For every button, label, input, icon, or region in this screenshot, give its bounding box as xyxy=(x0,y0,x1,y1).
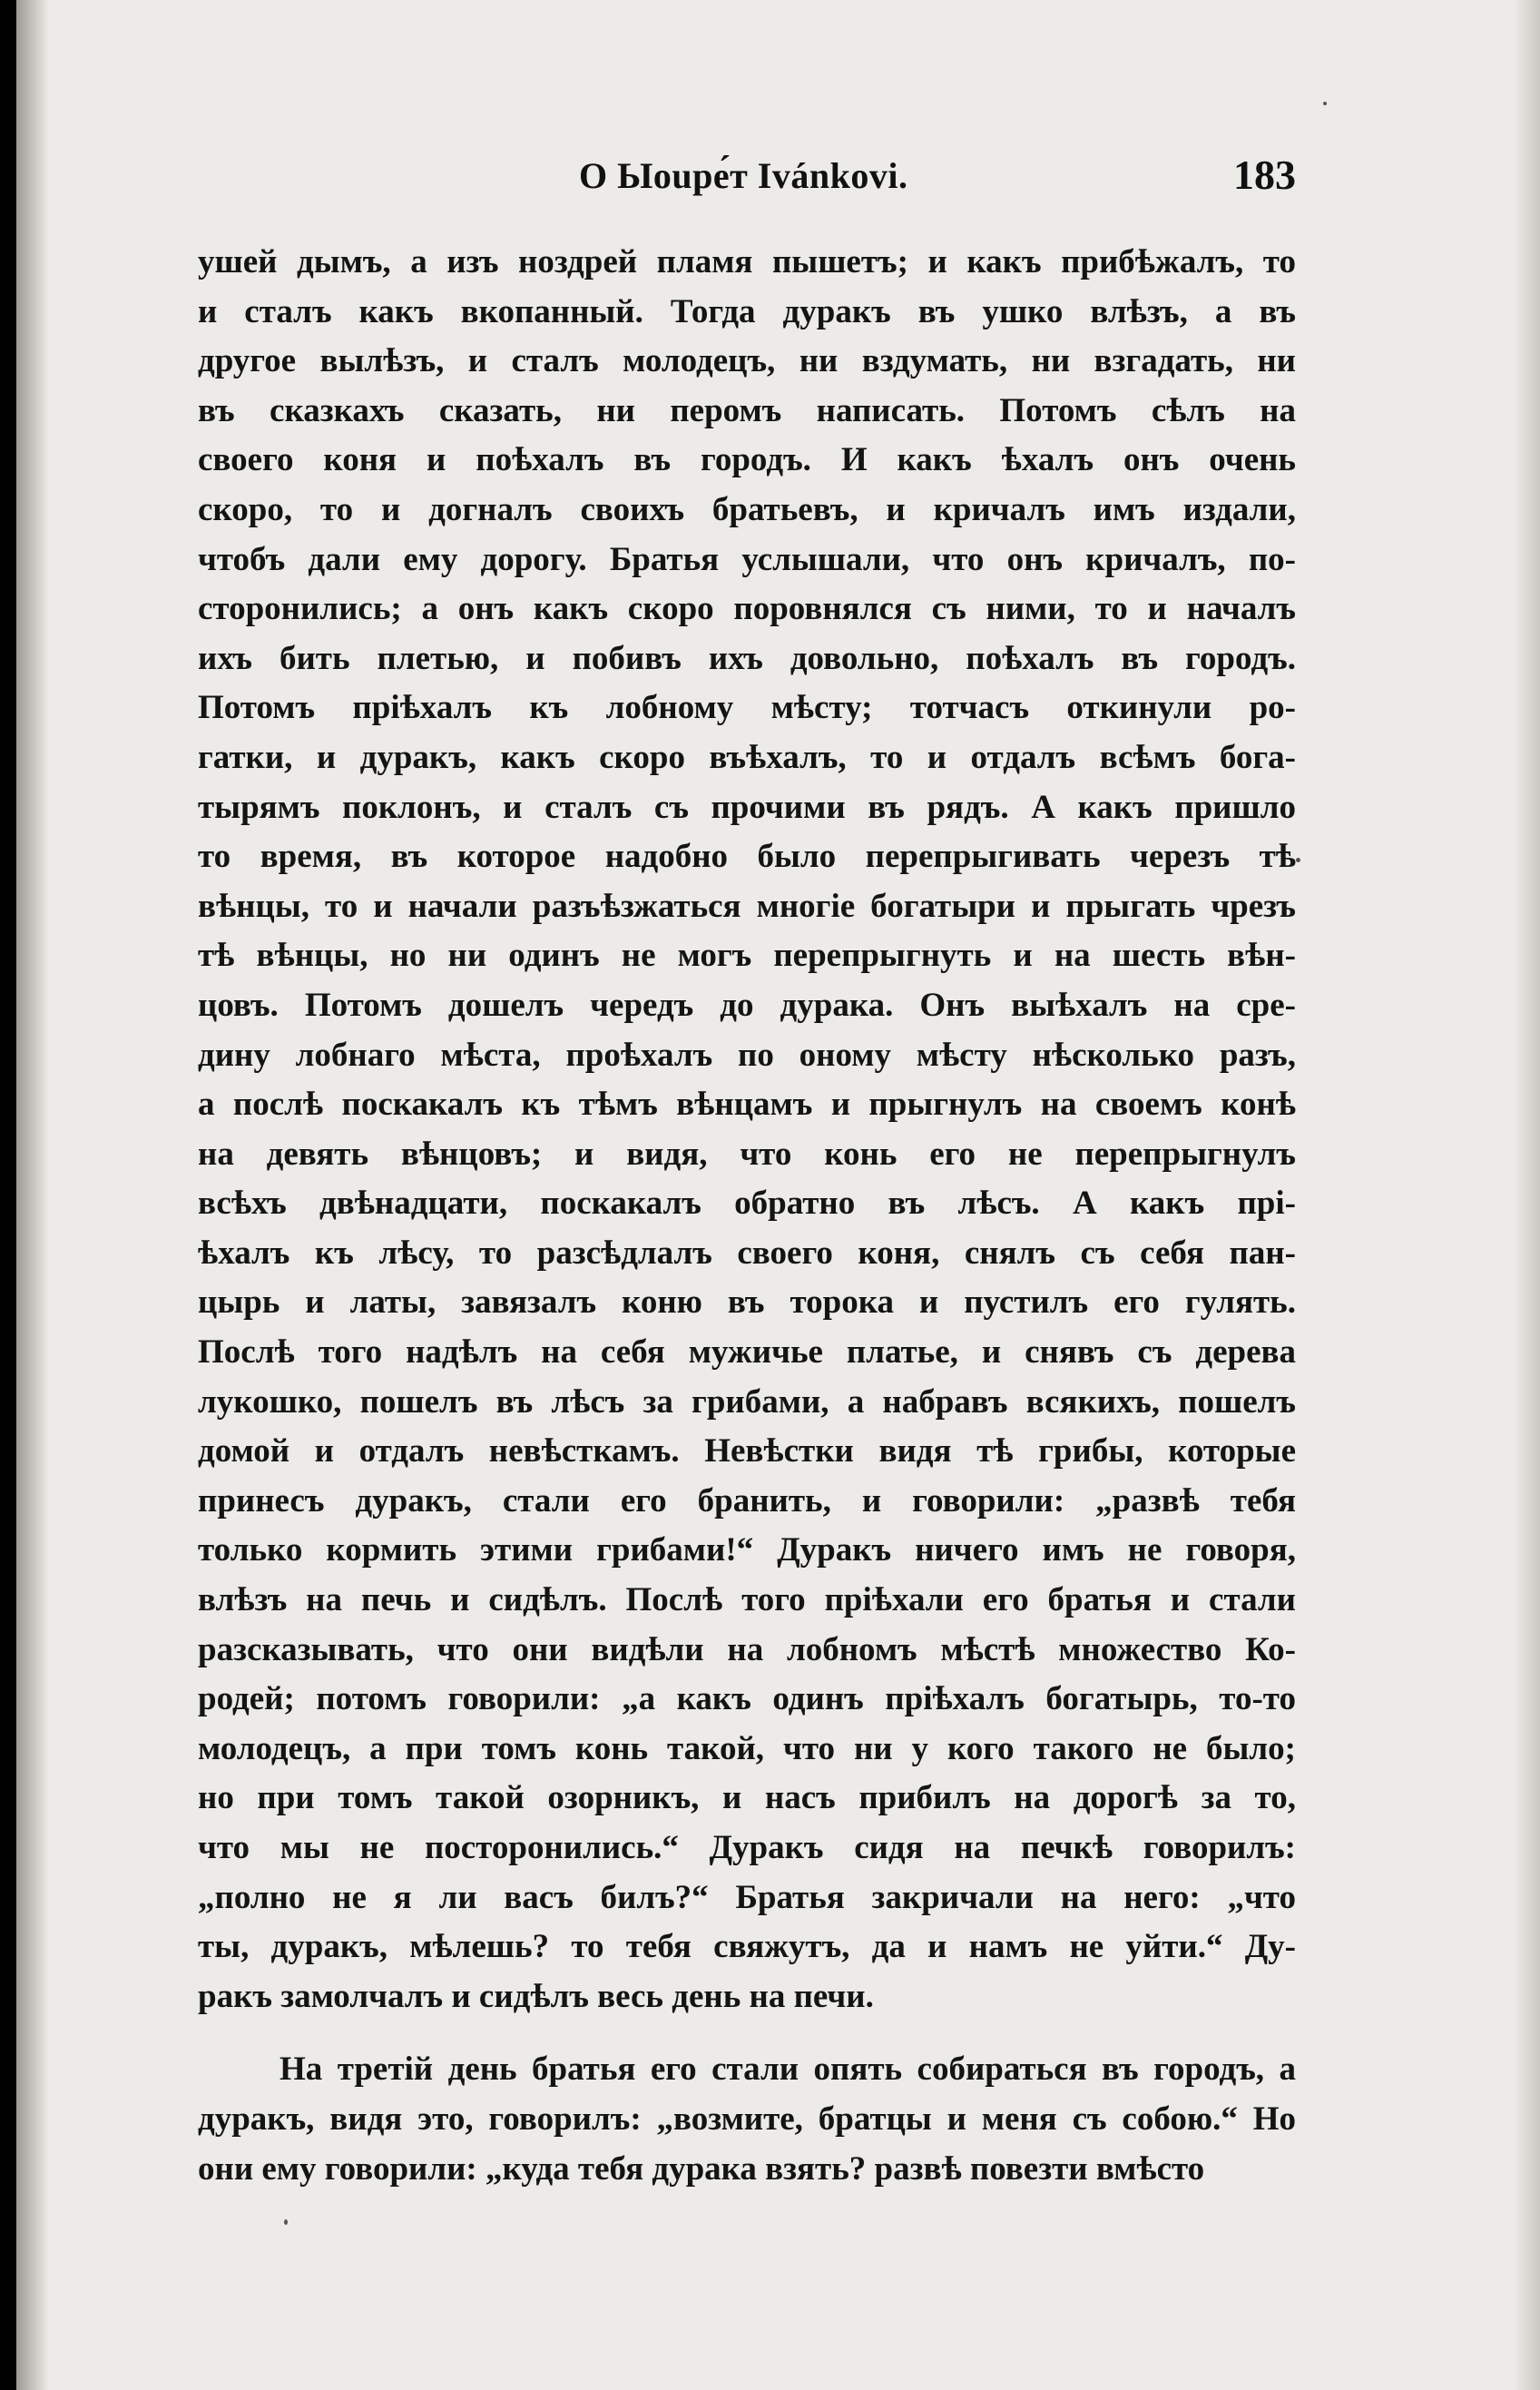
page-edge-shadow xyxy=(1515,0,1540,2390)
text-line: вѣнцы, то и начали разъѣзжаться многiе богатыри и прыгать чрезъ xyxy=(198,887,1296,925)
text-line: но при томъ такой озорникъ, и насъ прибилъ на дорогѣ за то, xyxy=(198,1779,1296,1817)
text-line: цырь и латы, завязалъ коню въ торока и пустилъ его гулять. xyxy=(198,1284,1296,1322)
text-line: цовъ. Потомъ дошелъ чередъ до дурака. Онъ выѣхалъ на сре- xyxy=(198,986,1296,1024)
text-line: На третiй день братья его стали опять собираться въ городъ, а xyxy=(280,2051,1296,2089)
text-line: дину лобнаго мѣста, проѣхалъ по оному мѣсту нѣсколько разъ, xyxy=(198,1036,1296,1074)
text-line: то время, въ которое надобно было перепрыгивать черезъ тѣ xyxy=(198,838,1296,876)
scan-speck xyxy=(284,2219,288,2225)
scan-speck xyxy=(1323,102,1327,105)
text-line: только кормить этими грибами!“ Дуракъ ничего имъ не говоря, xyxy=(198,1531,1296,1569)
text-line: „полно не я ли васъ билъ?“ Братья закричали на него: „что xyxy=(198,1878,1296,1916)
text-line: скоро, то и догналъ своихъ братьевъ, и кричалъ имъ издали, xyxy=(198,490,1296,528)
text-line: разсказывать, что они видѣли на лобномъ мѣстѣ множество Ко- xyxy=(198,1630,1296,1668)
text-line: ихъ бить плетью, и побивъ ихъ довольно, поѣхалъ въ городъ. xyxy=(198,639,1296,677)
page-gutter-shadow xyxy=(16,0,49,2390)
text-line: тѣ вѣнцы, но ни одинъ не могъ перепрыгнуть и на шесть вѣн- xyxy=(198,937,1296,975)
text-line: домой и отдалъ невѣсткамъ. Невѣстки видя тѣ грибы, которые xyxy=(198,1432,1296,1470)
paragraph xyxy=(198,2045,1296,2194)
text-line: что мы не посторонились.“ Дуракъ сидя на печкѣ говорилъ: xyxy=(198,1829,1296,1866)
text-line: лукошко, пошелъ въ лѣсъ за грибами, а набравъ всякихъ, пошелъ xyxy=(198,1382,1296,1421)
text-line: ракъ замолчалъ и сидѣлъ весь день на печи. xyxy=(198,1977,874,2015)
text-line: дуракъ, видя это, говорилъ: „возмите, братцы и меня съ собою.“ Но xyxy=(198,2100,1296,2138)
text-line: а послѣ поскакалъ къ тѣмъ вѣнцамъ и прыгнулъ на своемъ конѣ xyxy=(198,1086,1296,1124)
scan-speck xyxy=(1296,858,1300,862)
book-page xyxy=(16,0,1540,2390)
text-line: тырямъ поклонъ, и сталъ съ прочими въ рядъ. А какъ пришло xyxy=(198,788,1296,826)
text-line: на девять вѣнцовъ; и видя, что конь его не перепрыгнулъ xyxy=(198,1135,1296,1173)
text-line: всѣхъ двѣнадцати, поскакалъ обратно въ лѣсъ. А какъ прi- xyxy=(198,1185,1296,1223)
text-line: Послѣ того надѣлъ на себя мужичье платье, и снявъ съ дерева xyxy=(198,1333,1296,1372)
text-line: ты, дуракъ, мѣлешь? то тебя свяжутъ, да и намъ не уйти.“ Ду- xyxy=(198,1928,1296,1966)
paragraph-gap xyxy=(198,2021,1296,2045)
text-line: они ему говорили: „куда тебя дурака взять? развѣ повезти вмѣсто xyxy=(198,2149,1205,2188)
text-line: гатки, и дуракъ, какъ скоро въѣхалъ, то и отдалъ всѣмъ бога- xyxy=(198,738,1296,776)
text-line: Потомъ прiѣхалъ къ лобному мѣсту; тотчасъ откинули ро- xyxy=(198,689,1296,727)
text-line: и сталъ какъ вкопанный. Тогда дуракъ въ ушко влѣзъ, а въ xyxy=(198,292,1296,330)
text-line: сторонились; а онъ какъ скоро поровнялся съ ними, то и началъ xyxy=(198,590,1296,628)
running-head: О Ыоuре́т Ivánkovi. xyxy=(579,155,908,196)
paragraph xyxy=(198,238,1296,2021)
text-line: принесъ дуракъ, стали его бранить, и говорили: „развѣ тебя xyxy=(198,1481,1296,1520)
page-number: 183 xyxy=(1233,152,1296,198)
text-line: чтобъ дали ему дорогу. Братья услышали, что онъ кричалъ, по- xyxy=(198,540,1296,578)
text-line: своего коня и поѣхалъ въ городъ. И какъ ѣхалъ онъ очень xyxy=(198,441,1296,479)
text-line: ушей дымъ, а изъ ноздрей пламя пышетъ; и какъ прибѣжалъ, то xyxy=(198,243,1296,280)
text-line: молодецъ, а при томъ конь такой, что ни у кого такого не было; xyxy=(198,1729,1296,1767)
text-line: родей; потомъ говорили: „а какъ одинъ прiѣхалъ богатырь, то-то xyxy=(198,1680,1296,1718)
text-line: въ сказкахъ сказать, ни перомъ написать. Потомъ сѣлъ на xyxy=(198,391,1296,429)
text-line: влѣзъ на печь и сидѣлъ. Послѣ того прiѣхали его братья и стали xyxy=(198,1581,1296,1619)
page-header xyxy=(579,154,1296,209)
text-line: другое вылѣзъ, и сталъ молодецъ, ни вздумать, ни взгадать, ни xyxy=(198,342,1296,380)
text-line: ѣхалъ къ лѣсу, то разсѣдлалъ своего коня, снялъ съ себя пан- xyxy=(198,1234,1296,1272)
body-text xyxy=(198,238,1296,2194)
